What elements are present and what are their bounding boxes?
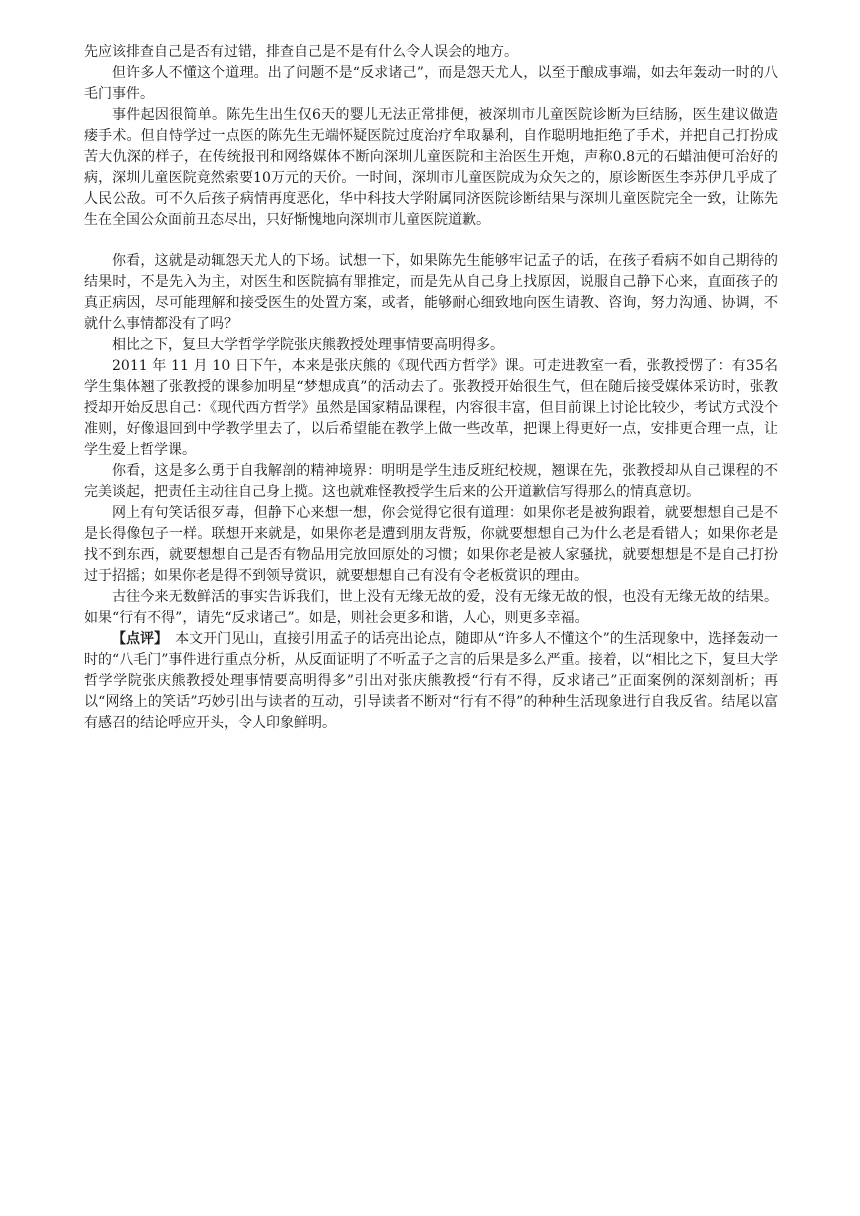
paragraph: 2011 年 11 月 10 日下午，本来是张庆熊的《现代西方哲学》课。可走进教室一看，张教授愣了：有35名学生集体翘了张教授的课参加明星“梦想成真”的活动去了。张教授开始很生气，但在随后接受媒体采访时，张教授却开始反思自己：《现代西方哲学》虽然是国家精品课程，内容很丰富，但目前课上讨论比较少，考试方式没个准则，好像退回到中学教学里去了，以后希望能在教学上做一些改革，把课上得更好一点，安排更合理一点，让学生爱上哲学课。 <box>84 358 778 458</box>
paragraph: 但许多人不懂这个道理。出了问题不是“反求诸己”，而是怨天尤人，以至于酿成事端，如去年轰动一时的八毛门事件。 <box>84 65 778 102</box>
paragraph: 你看，这就是动辄怨天尤人的下场。试想一下，如果陈先生能够牢记孟子的话，在孩子看病不如自己期待的结果时，不是先入为主，对医生和医院搞有罪推定，而是先从自己身上找原因，说服自己静下心来，直面孩子的真正病因，尽可能理解和接受医生的处置方案，或者，能够耐心细致地向医生请教、咨询，努力沟通、协调，不就什么事情都没有了吗？ <box>84 253 778 332</box>
comment-text: 本文开门见山，直接引用孟子的话亮出论点，随即从“许多人不懂这个”的生活现象中，选择轰动一时的“八毛门”事件进行重点分析，从反面证明了不听孟子之言的后果是多么严重。接着，以“相比之下，复旦大学哲学学院张庆熊教授处理事情要高明得多”引出对张庆熊教授“行有不得，反求诸己”正面案例的深刻剖析；再以“网络上的笑话”巧妙引出与读者的互动，引导读者不断对“行有不得”的种种生活现象进行自我反省。结尾以富有感召的结论呼应开头，令人印象鲜明。 <box>84 631 779 731</box>
paragraph: 网上有句笑话很歹毒，但静下心来想一想，你会觉得它很有道理：如果你老是被狗跟着，就要想想自己是不是长得像包子一样。联想开来就是，如果你老是遭到朋友背叛，你就要想想自己为什么老是看错人；如果你老是找不到东西，就要想想自己是否有物品用完放回原处的习惯；如果你老是被人家骚扰，就要想想是不是自己打扮过于招摇；如果你老是得不到领导赏识，就要想想自己有没有令老板赏识的理由。 <box>84 505 778 584</box>
comment-label: 【点评】 <box>112 631 162 647</box>
paragraph: 你看，这是多么勇于自我解剖的精神境界：明明是学生违反班纪校规，翘课在先，张教授却从自己课程的不完美谈起，把责任主动往自己身上揽。这也就难怪教授学生后来的公开道歉信写得那么的情真意切。 <box>84 463 778 500</box>
paragraph: 事件起因很简单。陈先生出生仅6天的婴儿无法正常排便，被深圳市儿童医院诊断为巨结肠，医生建议做造瘘手术。但自恃学过一点医的陈先生无端怀疑医院过度治疗牟取暴利，自作聪明地拒绝了手术，并把自己打扮成苦大仇深的样子，在传统报刊和网络媒体不断向深圳儿童医院和主治医生开炮，声称0.8元的石蜡油便可治好的病，深圳儿童医院竟然索要10万元的天价。一时间，深圳市儿童医院成为众矢之的，原诊断医生李苏伊几乎成了人民公敌。可不久后孩子病情再度恶化，华中科技大学附属同济医院诊断结果与深圳儿童医院完全一致，让陈先生在全国公众面前丑态尽出，只好惭愧地向深圳市儿童医院道歉。 <box>84 107 778 228</box>
comment-paragraph <box>84 629 778 734</box>
paragraph: 相比之下，复旦大学哲学学院张庆熊教授处理事情要高明得多。 <box>112 337 504 353</box>
document-body <box>84 42 778 734</box>
paragraph: 古往今来无数鲜活的事实告诉我们，世上没有无缘无故的爱，没有无缘无故的恨，也没有无缘无故的结果。如果“行有不得”，请先“反求诸己”。如是，则社会更多和谐，人心，则更多幸福。 <box>84 589 778 626</box>
paragraph: 先应该排查自己是否有过错，排查自己是不是有什么令人误会的地方。 <box>84 44 518 60</box>
